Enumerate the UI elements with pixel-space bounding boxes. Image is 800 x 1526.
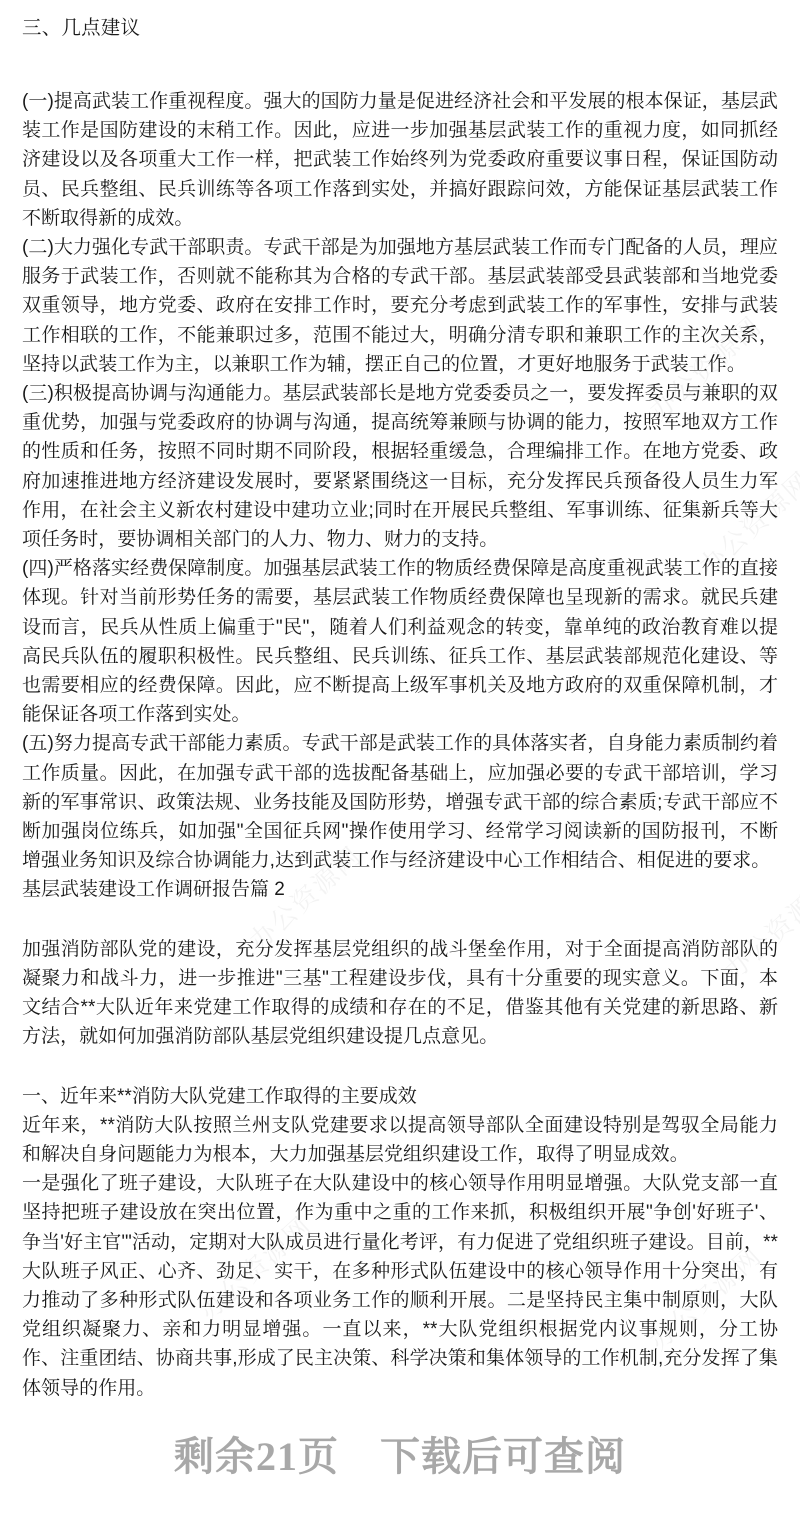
intro-paragraph: 加强消防部队党的建设，充分发挥基层党组织的战斗堡垒作用，对于全面提高消防部队的凝聚力和战斗力，进一步推进"三基"工程建设步伐，具有十分重要的现实意义。下面，本文结合**大队近年来党建工作取得的成绩和存在的不足，借鉴其他有关党建的新思路、新方法，就如何加强消防部队基层党组织建设提几点意见。 (22, 938, 778, 1048)
sub-heading-section-1: 一、近年来**消防大队党建工作取得的主要成效 (22, 1085, 417, 1107)
spacer (22, 905, 778, 935)
spacer (22, 1052, 778, 1082)
paragraph-1: (一)提高武装工作重视程度。强大的国防力量是促进经济社会和平发展的根本保证，基层武装工作是国防建设的末稍工作。因此，应进一步加强基层武装工作的重视力度，如同抓经济建设以及各项重大工作一样，把武装工作始终列为党委政府重要议事日程，保证国防动员、民兵整组、民兵训练等各项工作落到实处，并搞好跟踪问效，方能保证基层武装工作不断取得新的成效。 (22, 91, 778, 229)
download-cta-label[interactable]: 剩余21页 下载后可查阅 (174, 1434, 626, 1479)
paragraph-2: (二)大力强化专武干部职责。专武干部是为加强地方基层武装工作而专门配备的人员，理应服务于武装工作，否则就不能称其为合格的专武干部。基层武装部受县武装部和当地党委双重领导，地方党委、政府在安排工作时，要充分考虑到武装工作的军事性，安排与武装工作相联的工作，不能兼职过多，范围不能过大，明确分清专职和兼职工作的主次关系，坚持以武装工作为主，以兼职工作为辅，摆正自己的位置，才更好地服务于武装工作。 (22, 237, 778, 375)
paragraph-4: (四)严格落实经费保障制度。加强基层武装工作的物质经费保障是高度重视武装工作的直接体现。针对当前形势任务的需要，基层武装工作物质经费保障也呈现新的需求。就民兵建设而言，民兵从性质上偏重于"民"，随着人们利益观念的转变，靠单纯的政治教育难以提高民兵队伍的履职积极性。民兵整组、民兵训练、征兵工作、基层武装部规范化建设、等也需要相应的经费保障。因此，应不断提高上级军事机关及地方政府的双重保障机制，才能保证各项工作落到实处。 (22, 558, 778, 726)
paragraph-3: (三)积极提高协调与沟通能力。基层武装部长是地方党委委员之一，要发挥委员与兼职的双重优势，加强与党委政府的协调与沟通，提高统筹兼顾与协调的能力，按照军地双方工作的性质和任务，按照不同时期不同阶段，根据轻重缓急，合理编排工作。在地方党委、政府加速推进地方经济建设发展时，要紧紧围绕这一目标，充分发挥民兵预备役人员生力军作用，在社会主义新农村建设中建功立业;同时在开展民兵整组、军事训练、征集新兵等大项任务时，要协调相关部门的人力、物力、财力的支持。 (22, 383, 778, 551)
article-title-2: 基层武装建设工作调研报告篇 2 (22, 879, 285, 901)
paragraph-5: (五)努力提高专武干部能力素质。专武干部是武装工作的具体落实者，自身能力素质制约着工作质量。因此，在加强专武干部的选拔配备基础上，应加强必要的专武干部培训，学习新的军事常识、政策法规、业务技能及国防形势，增强专武干部的综合素质;专武干部应不断加强岗位练兵，如加强"全国征兵网"操作使用学习、经常学习阅读新的国防报刊，不断增强业务知识及综合协调能力,达到武装工作与经济建设中心工作相结合、相促进的要求。 (22, 733, 778, 872)
body-paragraph-2: 一是强化了班子建设，大队班子在大队建设中的核心领导作用明显增强。大队党支部一直坚持把班子建设放在突出位置，作为重中之重的工作来抓，积极组织开展"争创'好班子'、争当'好主官'"活动，定期对大队成员进行量化考评，有力促进了党组织班子建设。目前，**大队班子风正、心齐、劲足、实干，在多种形式队伍建设中的核心领导作用十分突出，有力推动了多种形式队伍建设和各项业务工作的顺利开展。二是坚持民主集中制原则，大队党组织凝聚力、亲和力明显增强。一直以来，**大队党组织根据党内议事规则，分工协作、注重团结、协商共事,形成了民主决策、科学决策和集体领导的工作机制,充分发挥了集体领导的作用。 (22, 1173, 778, 1399)
spacer (22, 43, 778, 87)
download-cta[interactable] (0, 1432, 800, 1482)
page-title: 三、几点建议 (22, 17, 141, 39)
body-paragraph-1: 近年来，**消防大队按照兰州支队党建要求以提高领导部队全面建设特别是驾驭全局能力和解决自身问题能力为根本，大力加强基层党组织建设工作，取得了明显成效。 (22, 1114, 778, 1165)
